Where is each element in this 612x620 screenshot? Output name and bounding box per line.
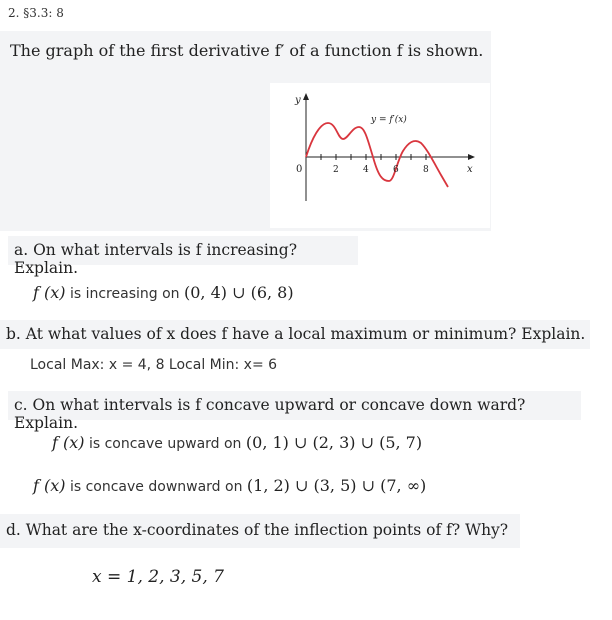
y-axis-label: y	[295, 95, 301, 106]
tick-label-6: 6	[393, 165, 399, 175]
origin-label: 0	[296, 164, 303, 175]
question-c-text: c. On what intervals is f concave upward or concave down ward? Explain.	[14, 396, 526, 432]
answer-b: Local Max: x = 4, 8 Local Min: x= 6	[30, 357, 278, 373]
answer-c-down-text: is concave downward on	[65, 479, 247, 495]
question-b	[0, 320, 590, 349]
answer-d: x = 1, 2, 3, 5, 7	[92, 567, 224, 587]
x-axis-label: x	[467, 164, 473, 175]
derivative-graph	[270, 83, 490, 228]
answer-a-text: is increasing on	[65, 286, 184, 302]
answer-c-down-fx: f (x)	[33, 476, 66, 495]
answer-c-up-text: is concave upward on	[84, 436, 246, 452]
answer-a-fx: f (x)	[33, 283, 66, 302]
answer-c-down	[33, 476, 426, 495]
problem-statement	[0, 31, 491, 80]
answer-c-up-intervals: (0, 1) ∪ (2, 3) ∪ (5, 7)	[245, 433, 423, 452]
question-b-text: b. At what values of x does f have a local maximum or minimum? Explain.	[6, 325, 586, 343]
tick-label-8: 8	[423, 165, 429, 175]
question-a-text: a. On what intervals is f increasing? Explain.	[14, 241, 298, 277]
curve-label: y = f′(x)	[371, 115, 407, 125]
answer-c-up-fx: f (x)	[52, 433, 85, 452]
question-a	[8, 236, 358, 277]
question-c	[8, 391, 581, 432]
problem-header: 2. §3.3: 8	[8, 6, 64, 20]
answer-c-down-intervals: (1, 2) ∪ (3, 5) ∪ (7, ∞)	[246, 476, 427, 495]
answer-a-intervals: (0, 4) ∪ (6, 8)	[183, 283, 294, 302]
problem-statement-text: The graph of the first derivative f′ of a function f is shown.	[10, 41, 484, 60]
question-d	[0, 514, 520, 548]
answer-a	[33, 283, 294, 302]
question-d-text: d. What are the x-coordinates of the inflection points of f? Why?	[6, 521, 509, 539]
tick-label-4: 4	[363, 165, 369, 175]
tick-label-2: 2	[333, 165, 339, 175]
figure-panel	[0, 80, 491, 231]
answer-c-up	[52, 433, 422, 452]
